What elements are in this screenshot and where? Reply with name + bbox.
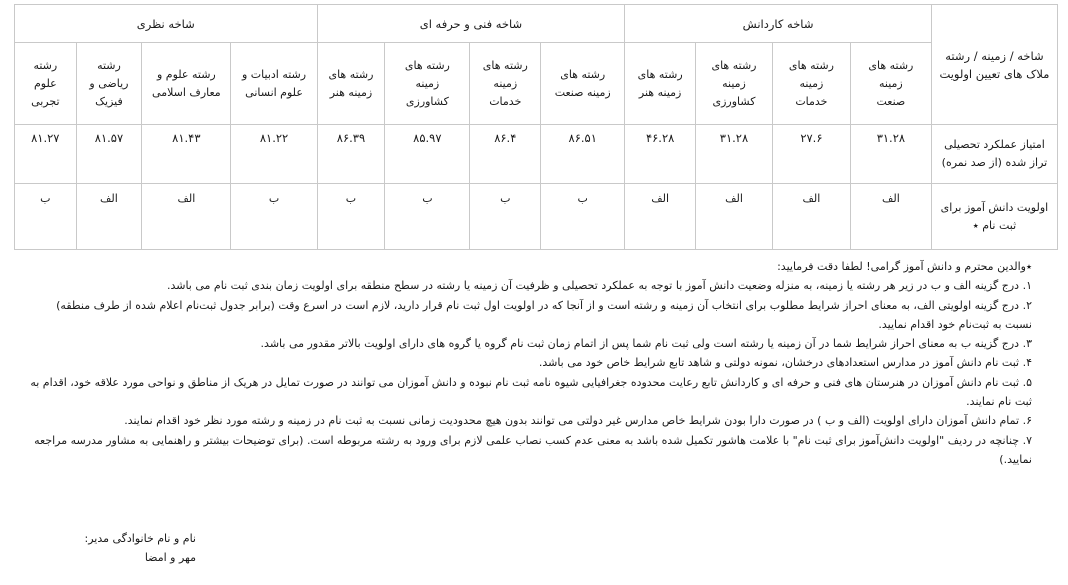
notes-intro: ٭والدین محترم و دانش آموز گرامی! لطفا دقت فرمایید:: [777, 260, 1032, 273]
column-header: رشته های زمینه کشاورزی: [696, 43, 773, 125]
column-header: رشته های زمینه خدمات: [470, 43, 541, 125]
table-cell: ۳۱.۲۸: [850, 125, 931, 184]
group-header: شاخه کاردانش: [625, 5, 932, 43]
signature-block: [0, 529, 196, 567]
column-header: رشته های زمینه کشاورزی: [385, 43, 470, 125]
row-label: امتیاز عملکرد تحصیلی تراز شده (از صد نمره): [931, 125, 1057, 184]
table-cell: ب: [15, 184, 77, 250]
note-item: ۴. ثبت نام دانش آموز در مدارس استعدادهای درخشان، نمونه دولتی و شاهد تابع شرایط خاص خود می باشد.: [538, 356, 1032, 370]
principal-name-line: نام و نام خانوادگی مدیر:: [84, 532, 196, 545]
note-item: ۶. تمام دانش آموزان دارای اولویت (الف و ب ) در صورت دارا بودن شرایط خاص مدارس غیر دولتی می توانند بدون هیچ محدودیت زمانی نسبت به ثبت نام در زمینه و رشته مورد نظر خود اقدام نمایند.: [124, 414, 1032, 428]
corner-header: شاخه / زمینه / رشته ملاک های تعیین اولویت: [931, 5, 1057, 125]
group-header: شاخه نظری: [15, 5, 318, 43]
table-cell: الف: [76, 184, 142, 250]
group-header: شاخه فنی و حرفه ای: [317, 5, 625, 43]
column-header: رشته ریاضی و فیزیک: [76, 43, 142, 125]
table-cell: ب: [317, 184, 385, 250]
table-cell: ۸۱.۲۲: [231, 125, 317, 184]
column-header: رشته علوم تجربی: [15, 43, 77, 125]
column-header: رشته های زمینه صنعت: [541, 43, 625, 125]
table-cell: ۸۱.۲۷: [15, 125, 77, 184]
column-header: رشته های زمینه صنعت: [850, 43, 931, 125]
notes-section: [30, 257, 1032, 469]
table-cell: ۸۶.۵۱: [541, 125, 625, 184]
note-item: ۵. ثبت نام دانش آموزان در هنرستان های فنی و حرفه ای و کاردانش تابع رعایت محدوده جغرافیایی شیوه نامه ثبت نام نبوده و دانش آموزان می توانند در صورت تمایل در هریک از مناطق و نواحی مورد علاقه خود، اقدام به ثبت نام نمایند.: [30, 375, 1032, 409]
note-item: ۲. درج گزینه اولویتی الف، به معنای احراز شرایط مطلوب برای انتخاب آن زمینه و رشته است و از آنجا که در اولویت اول ثبت نام قرار دارید، لازم است در اسرع وقت (برابر جدول ثبت‌نام اعلام شده از طرف منطقه) نسبت به ثبت‌نام خود اقدام نمایید.: [56, 298, 1032, 331]
table-cell: ۸۱.۵۷: [76, 125, 142, 184]
table-cell: الف: [142, 184, 231, 250]
table-cell: الف: [850, 184, 931, 250]
note-item: ۷. چنانچه در ردیف "اولویت دانش‌آموز برای ثبت نام" با علامت هاشور تکمیل شده باشد به معنی عدم کسب نصاب علمی لازم برای ورود به رشته مربوطه است. (برای توضیحات بیشتر و راهنمایی به مشاور مدرسه مراجعه نمایید.): [34, 433, 1032, 466]
table-row: [15, 125, 1058, 184]
column-header: رشته های زمینه هنر: [317, 43, 385, 125]
table-cell: الف: [696, 184, 773, 250]
table-cell: ب: [231, 184, 317, 250]
note-item: ۳. درج گزینه ب به معنای احراز شرایط شما در آن زمینه یا رشته است ولی ثبت نام شما پس از اتمام زمان ثبت نام گروه یا گروه های دارای اولویت بالاتر مقدور می باشد.: [260, 337, 1032, 351]
table-cell: ۸۵.۹۷: [385, 125, 470, 184]
table-cell: ب: [385, 184, 470, 250]
table-cell: ۸۱.۴۳: [142, 125, 231, 184]
note-item: ۱. درج گزینه الف و ب در زیر هر رشته یا زمینه، به منزله وضعیت دانش آموز با توجه به عملکرد تحصیلی و ظرفیت آن زمینه یا رشته در سطح منطقه برای اولویت زمان بندی ثبت نام می باشد.: [166, 279, 1032, 293]
column-header: رشته های زمینه هنر: [625, 43, 696, 125]
table-cell: الف: [625, 184, 696, 250]
table-cell: الف: [772, 184, 850, 250]
row-label: اولویت دانش آموز برای ثبت نام ٭: [931, 184, 1057, 250]
table-cell: ۴۶.۲۸: [625, 125, 696, 184]
table-cell: ب: [541, 184, 625, 250]
table-row: [15, 184, 1058, 250]
table-cell: ب: [470, 184, 541, 250]
table-cell: ۲۷.۶: [772, 125, 850, 184]
column-header: رشته علوم و معارف اسلامی: [142, 43, 231, 125]
column-header: رشته ادبیات و علوم انسانی: [231, 43, 317, 125]
column-header: رشته های زمینه خدمات: [772, 43, 850, 125]
table-cell: ۸۶.۳۹: [317, 125, 385, 184]
stamp-line: مهر و امضا: [144, 551, 196, 564]
table-cell: ۸۶.۴: [470, 125, 541, 184]
table-cell: ۳۱.۲۸: [696, 125, 773, 184]
priority-table: [14, 4, 1058, 250]
